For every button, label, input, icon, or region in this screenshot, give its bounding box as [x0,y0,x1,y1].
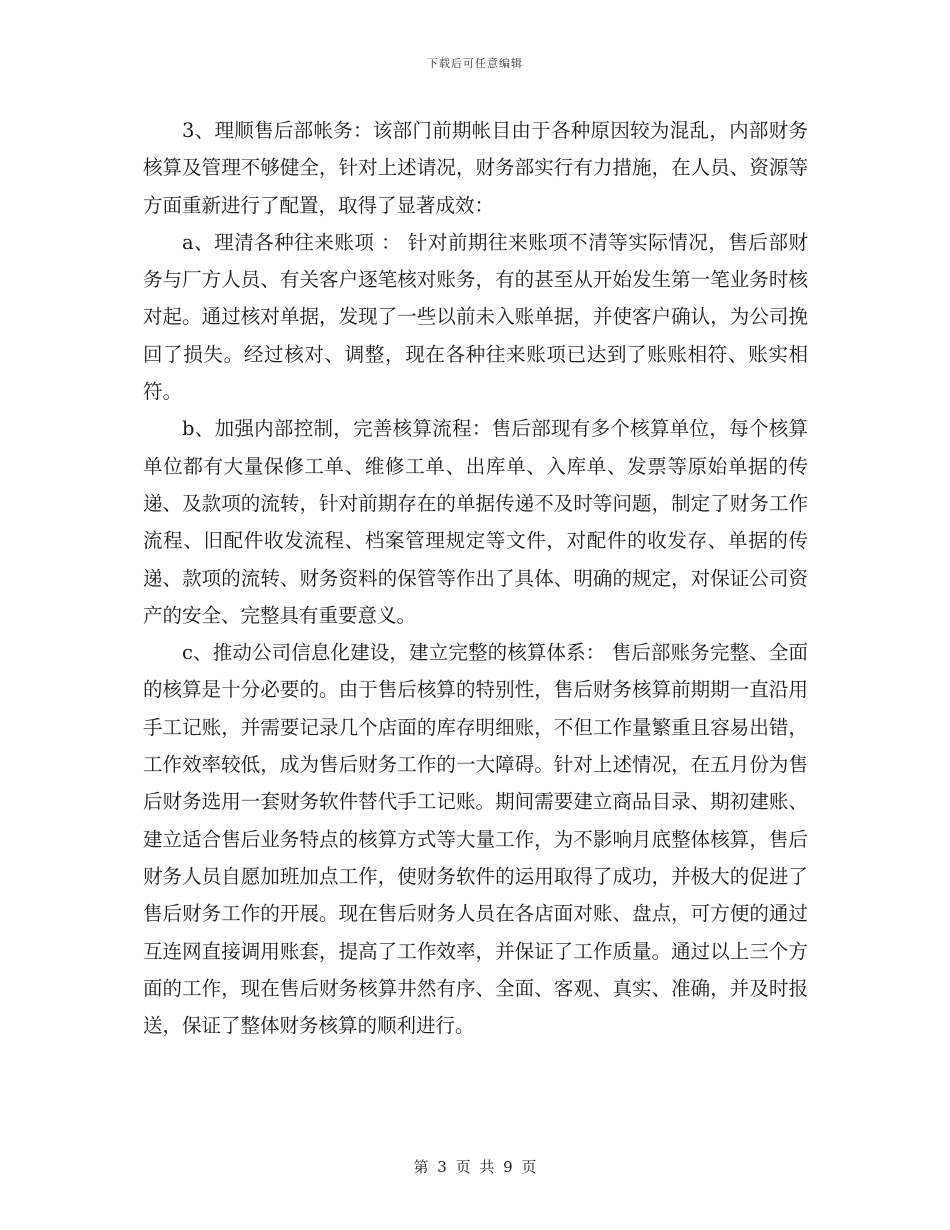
page-header: 下载后可任意编辑 [427,57,523,70]
paragraph-item-b: b、加强内部控制，完善核算流程：售后部现有多个核算单位，每个核算单位都有大量保修工单、维修工单、出库单、入库单、发票等原始单据的传递、及款项的流转，针对前期存在的单据传递不及时等问题，制定了财务工作流程、旧配件收发流程、档案管理规定等文件，对配件的收发存、单据的传递、款项的流转、财务资料的保管等作出了具体、明确的规定，对保证公司资产的安全、完整具有重要意义。 [143,417,808,627]
paragraph-item-a: a、理清各种往来账项 ： 针对前期往来账项不清等实际情况，售后部财务与厂方人员、有关客户逐笔核对账务，有的甚至从开始发生第一笔业务时核对起。通过核对单据，发现了一些以前未入账单据，并使客户确认，为公司挽回了损失。经过核对、调整，现在各种往来账项已达到了账账相符、账实相符。 [143,230,808,404]
page-number-footer: 第 3 页 共 9 页 [413,1158,537,1176]
paragraph-item-c: c、推动公司信息化建设，建立完整的核算体系： 售后部账务完整、全面的核算是十分必要的。由于售后核算的特别性，售后财务核算前期期一直沿用手工记账，并需要记录几个店面的库存明细账，不但工作量繁重且容易出错，工作效率较低，成为售后财务工作的一大障碍。针对上述情况，在五月份为售后财务选用一套财务软件替代手工记账。期间需要建立商品目录、期初建账、建立适合售后业务特点的核算方式等大量工作，为不影响月底整体核算，售后财务人员自愿加班加点工作，使财务软件的运用取得了成功，并极大的促进了售后财务工作的开展。现在售后财务人员在各店面对账、盘点，可方便的通过互连网直接调用账套，提高了工作效率，并保证了工作质量。通过以上三个方面的工作，现在售后财务核算井然有序、全面、客观、真实、准确，并及时报送，保证了整体财务核算的顺利进行。 [143,641,808,1038]
document-body [143,112,808,1044]
paragraph-section-3: 3、理顺售后部帐务：该部门前期帐目由于各种原因较为混乱，内部财务核算及管理不够健全，针对上述请况，财务部实行有力措施，在人员、资源等方面重新进行了配置，取得了显著成效： [143,119,808,217]
